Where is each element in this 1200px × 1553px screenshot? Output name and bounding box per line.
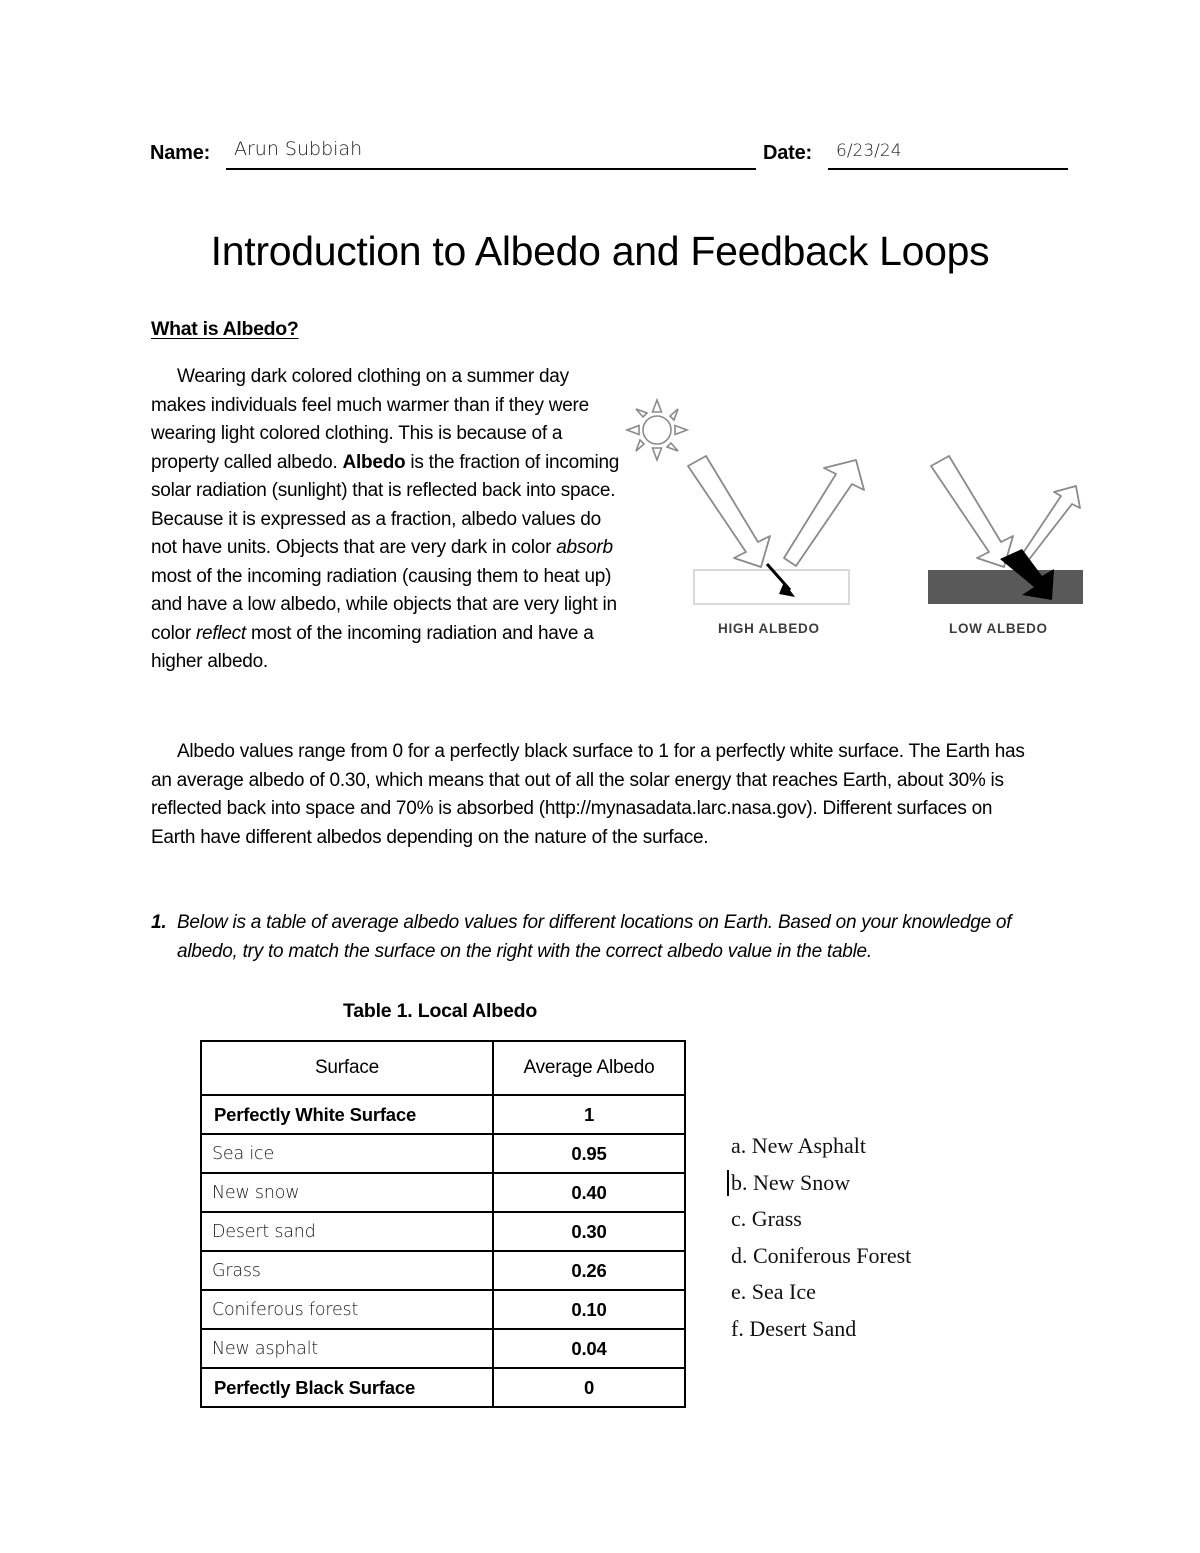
albedo-cell: 0.30: [493, 1212, 685, 1251]
table-row[interactable]: [201, 1173, 685, 1212]
table-row[interactable]: [201, 1290, 685, 1329]
choice-item-a[interactable]: a. New Asphalt: [731, 1133, 867, 1158]
surface-cell-answer[interactable]: New snow: [201, 1173, 493, 1212]
choice-item-f[interactable]: f. Desert Sand: [731, 1315, 857, 1341]
intro-text-3: most of the incoming radiation (causing them to heat up) and have a low albedo, while objects that are very light in color: [151, 565, 617, 644]
low-incoming-arrow: [931, 456, 1013, 567]
column-header-surface: Surface: [201, 1041, 493, 1095]
name-label: Name:: [150, 142, 211, 164]
choice-item-e[interactable]: e. Sea Ice: [731, 1279, 816, 1304]
table-row[interactable]: [201, 1329, 685, 1368]
surface-cell-answer[interactable]: Sea ice: [201, 1134, 493, 1173]
table-row[interactable]: [201, 1251, 685, 1290]
local-albedo-table: [200, 1040, 686, 1408]
table-caption: Table 1. Local Albedo: [342, 1000, 538, 1022]
albedo-cell: 0.40: [493, 1173, 685, 1212]
intro-italic-absorb: absorb: [556, 537, 613, 558]
surface-cell: Perfectly White Surface: [201, 1095, 493, 1134]
intro-text-1: Wearing dark colored clothing on a summer day makes individuals feel much warmer than if they were wearing light colored clothing. This is because of a property called albedo.: [151, 366, 589, 473]
low-albedo-surface-bar: [928, 570, 1083, 604]
text-cursor-caret: [727, 1170, 729, 1196]
intro-bold-albedo: Albedo: [342, 451, 406, 473]
albedo-cell: 1: [493, 1095, 685, 1134]
choice-item-b-label: b. New Snow: [731, 1169, 851, 1195]
albedo-cell: 0.95: [493, 1134, 685, 1173]
question-1: [151, 908, 1041, 966]
sun-icon: [627, 400, 687, 460]
table-row[interactable]: [201, 1212, 685, 1251]
high-incoming-arrow: [688, 456, 770, 567]
section-heading: What is Albedo?: [151, 318, 299, 340]
header-fields: [150, 136, 1070, 180]
albedo-cell: 0.10: [493, 1290, 685, 1329]
choice-item-d[interactable]: d. Coniferous Forest: [731, 1242, 912, 1268]
low-reflected-arrow: [1017, 486, 1080, 566]
albedo-range-paragraph: Albedo values range from 0 for a perfectly black surface to 1 for a perfectly white surface. The Earth has an average albedo of 0.30, which means that out of all the solar energy that reaches Earth, about 30% is reflected back into space and 70% is absorbed (http://mynasadata.larc.nasa.gov). Different surfaces on Earth have different albedos depending on the nature of the surface.: [151, 741, 1025, 848]
choice-item-b[interactable]: [731, 1165, 911, 1202]
albedo-diagram: [624, 386, 1086, 648]
name-field-value[interactable]: Arun Subbiah: [234, 138, 363, 160]
table-row[interactable]: [201, 1134, 685, 1173]
low-albedo-caption: LOW ALBEDO: [949, 621, 1048, 636]
surface-cell-answer[interactable]: Desert sand: [201, 1212, 493, 1251]
surface-cell: Perfectly Black Surface: [201, 1368, 493, 1407]
high-albedo-caption: HIGH ALBEDO: [718, 621, 820, 636]
albedo-cell: 0: [493, 1368, 685, 1407]
table-header-row: [201, 1041, 685, 1095]
table-row: [201, 1368, 685, 1407]
albedo-cell: 0.04: [493, 1329, 685, 1368]
intro-paragraph: [151, 363, 626, 677]
intro-italic-reflect: reflect: [195, 622, 246, 644]
albedo-cell: 0.26: [493, 1251, 685, 1290]
intro-text-4: most of the incoming radiation and have a higher albedo.: [151, 622, 594, 672]
albedo-diagram-svg: [624, 386, 1086, 618]
table-row: [201, 1095, 685, 1134]
date-label: Date:: [763, 142, 813, 164]
surface-cell-answer[interactable]: Coniferous forest: [201, 1290, 493, 1329]
intro-text-2: is the fraction of incoming solar radiation (sunlight) that is reflected back into space. Because it is expressed as a fraction, albedo values do not have units. Objects that are very dark in color: [151, 451, 620, 558]
matching-choices-list: [731, 1128, 911, 1347]
page-title: Introduction to Albedo and Feedback Loops: [210, 228, 990, 274]
column-header-average-albedo: Average Albedo: [493, 1041, 685, 1095]
high-albedo-surface-bar: [694, 570, 849, 604]
surface-cell-answer[interactable]: Grass: [201, 1251, 493, 1290]
date-field-value[interactable]: 6/23/24: [836, 141, 902, 161]
table-body: [201, 1041, 685, 1407]
choice-item-c[interactable]: c. Grass: [731, 1206, 802, 1231]
question-1-number: 1.: [151, 912, 167, 933]
surface-cell-answer[interactable]: New asphalt: [201, 1329, 493, 1368]
question-1-text: Below is a table of average albedo values for different locations on Earth. Based on your knowledge of albedo, try to match the surface on the right with the correct albedo value in the table.: [177, 912, 1012, 962]
high-reflected-arrow: [784, 460, 864, 566]
